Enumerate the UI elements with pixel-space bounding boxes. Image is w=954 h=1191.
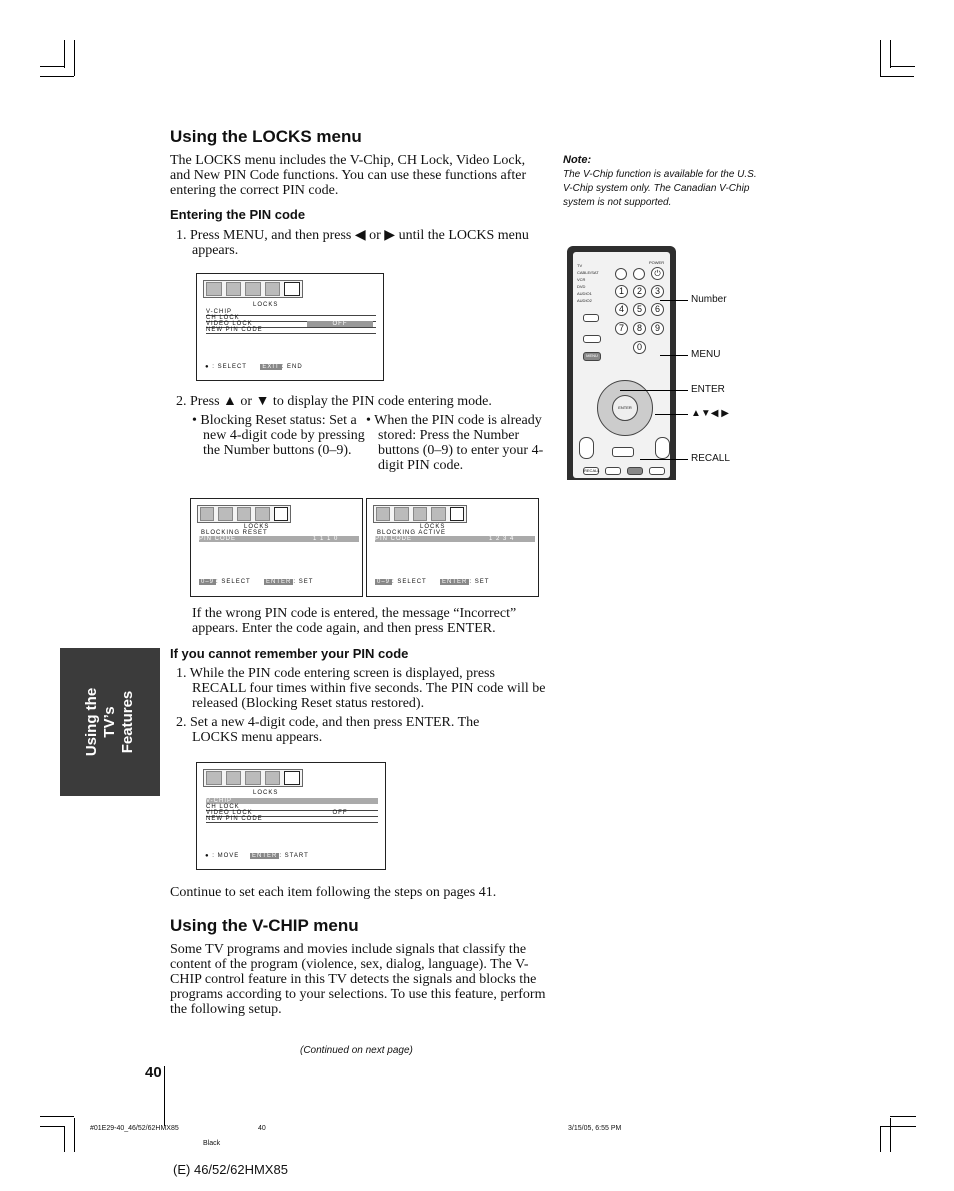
picture-icon (376, 507, 390, 521)
menu-item: CH LOCK (206, 804, 378, 811)
bullet-blocking-reset: • Blocking Reset status: Set a new 4-digit code by pressing the Number buttons (0–9). (192, 413, 365, 458)
setup-icon (245, 282, 261, 296)
locks-menu-screen-after (196, 762, 386, 870)
menu-title: LOCKS (253, 790, 279, 796)
menu-button[interactable]: MENU (583, 352, 601, 361)
pin-label: PIN CODE (375, 536, 413, 542)
continue-text: Continue to set each item following the steps on pages 41. (170, 885, 497, 900)
locks-menu-screen (196, 273, 384, 381)
audio-icon (218, 507, 232, 521)
digit-1-button[interactable]: 1 (615, 285, 628, 298)
crop-mark (890, 1118, 891, 1152)
menu-item-selected: V-CHIP (206, 798, 378, 804)
forgot-step-2: 2. Set a new 4-digit code, and then press ENTER. The LOCKS menu appears. (176, 715, 480, 745)
model-number: 46/52/62HMX85 (193, 1162, 288, 1177)
footer-file: #01E29-40_46/52/62HMX85 (90, 1125, 179, 1132)
mode-label: DVD (577, 284, 586, 289)
digit-2-button[interactable]: 2 (633, 285, 646, 298)
callout-recall: RECALL (691, 453, 730, 464)
menu-value: OFF (307, 321, 373, 327)
menu-icon-bar (203, 280, 303, 298)
applications-icon (265, 282, 281, 296)
heading-vchip: Using the V-CHIP menu (170, 916, 359, 935)
intro-text: The LOCKS menu includes the V-Chip, CH Lock, Video Lock, and New PIN Code functions. You can use these functions after entering the correct PIN code. (170, 153, 527, 198)
enter-button[interactable]: ENTER (612, 395, 638, 421)
pin-row (375, 536, 535, 542)
audio-icon (226, 771, 242, 785)
section-tab-label (36, 672, 184, 772)
step-2: 2. Press ▲ or ▼ to display the PIN code entering mode. (176, 394, 492, 409)
callout-line (620, 390, 688, 391)
crop-mark (74, 1118, 75, 1152)
locks-icon (274, 507, 288, 521)
wrong-pin-text: If the wrong PIN code is entered, the message “Incorrect” appears. Enter the code again, and then press ENTER. (192, 606, 517, 636)
crop-mark (880, 40, 881, 76)
menu-item: V-CHIP (206, 309, 376, 316)
blocking-status: BLOCKING RESET (201, 530, 268, 536)
picture-icon (206, 771, 222, 785)
callout-arrows: ▲▼◀ ▶ (691, 408, 729, 419)
menu-item: NEW PIN CODE (206, 816, 378, 823)
step-1: 1. Press MENU, and then press ◀ or ▶ until the LOCKS menu appears. (176, 228, 529, 258)
subheading-forgot: If you cannot remember your PIN code (170, 646, 409, 661)
remote-control (567, 246, 676, 480)
crop-mark (40, 66, 64, 67)
setup-icon (245, 771, 261, 785)
footer-model (173, 1162, 288, 1177)
digit-9-button[interactable]: 9 (651, 322, 664, 335)
forgot-step-1: 1. While the PIN code entering screen is displayed, press RECALL four times within five seconds. The PIN code will be released (Blocking Reset status restored). (176, 666, 546, 711)
crop-mark (880, 1126, 916, 1127)
applications-icon (255, 507, 269, 521)
crop-mark (890, 1116, 916, 1117)
hint-key: EXIT (262, 364, 280, 370)
digit-7-button[interactable]: 7 (615, 322, 628, 335)
section-tab-line: Using the TV’s (83, 687, 118, 757)
footer-date: 3/15/05, 6:55 PM (568, 1125, 622, 1132)
setup-icon (237, 507, 251, 521)
hint-key: ENTER (266, 579, 292, 585)
light-button[interactable] (615, 268, 627, 280)
applications-icon (431, 507, 445, 521)
locks-icon (450, 507, 464, 521)
hint-action: : SET (469, 579, 490, 585)
hint-select: : SELECT (212, 364, 247, 370)
hint-action: : START (279, 853, 309, 859)
mute-button[interactable] (649, 467, 665, 475)
remote-face (573, 252, 670, 478)
digit-5-button[interactable]: 5 (633, 303, 646, 316)
crop-mark (880, 1126, 881, 1152)
menu-hints: ● : MOVE ENTER : START (205, 853, 309, 859)
menu-icon-bar (197, 505, 291, 523)
menu-item: CH LOCK (206, 315, 376, 322)
channel-rocker[interactable] (579, 437, 594, 459)
menu-hints (375, 579, 489, 585)
model-prefix: (E) (173, 1162, 191, 1177)
hint-action: : END (281, 364, 303, 370)
note-label: Note: (563, 154, 592, 166)
pin-code: 1 2 3 4 (489, 536, 515, 542)
crop-mark (40, 1126, 64, 1127)
callout-line (640, 459, 688, 460)
crop-mark (64, 1126, 65, 1152)
power-button[interactable]: ⏻ (651, 267, 664, 280)
heading-locks: Using the LOCKS menu (170, 127, 362, 146)
pin-row (199, 536, 359, 542)
setup-icon (413, 507, 427, 521)
applications-icon (265, 771, 281, 785)
pin-code: 1 1 1 0 (313, 536, 339, 542)
hint-select: : SELECT (392, 579, 427, 585)
vchip-text: Some TV programs and movies include signals that classify the content of the program (violence, sex, dialog, language). The V-CHIP control feature in this TV detects the signals and blocks the programs according to your selections. To use this feature, perform the following setup. (170, 942, 546, 1017)
menu-icon-bar (203, 769, 303, 787)
recall-button[interactable]: RECALL (584, 468, 600, 473)
locks-icon (284, 771, 300, 785)
subheading-pin: Entering the PIN code (170, 207, 306, 222)
crop-mark (40, 1116, 74, 1117)
hint-select: : SELECT (216, 579, 251, 585)
menu-item: VIDEO LOCK (206, 321, 376, 328)
page-number: 40 (145, 1064, 162, 1081)
footer-color: Black (203, 1140, 221, 1147)
menu-title: LOCKS (420, 524, 446, 530)
callout-enter: ENTER (691, 384, 725, 395)
tv-video-button[interactable] (583, 335, 601, 343)
hint-num-key: 0–9 (377, 579, 391, 585)
footer-page: 40 (258, 1125, 266, 1132)
pin-label: PIN CODE (199, 536, 237, 542)
pin-active-screen (366, 498, 539, 597)
hint-action: : SET (293, 579, 314, 585)
hint-key: ENTER (442, 579, 468, 585)
crop-mark (40, 76, 74, 77)
menu-icon-bar (373, 505, 467, 523)
menu-item: NEW PIN CODE (206, 327, 376, 334)
mode-label: CABLE/SAT (577, 270, 599, 275)
page-number-rule (164, 1066, 165, 1126)
crop-mark (891, 66, 915, 67)
mode-label: TV (577, 263, 583, 268)
crop-mark (880, 76, 914, 77)
callout-menu: MENU (691, 349, 721, 360)
digit-3-button[interactable]: 3 (651, 285, 664, 298)
mode-labels (577, 262, 599, 304)
section-tab-line: Features (119, 690, 136, 754)
callout-line (660, 355, 688, 356)
pip-button[interactable] (605, 467, 621, 475)
audio-icon (226, 282, 242, 296)
pin-reset-screen (190, 498, 363, 597)
slow-button[interactable] (627, 467, 643, 475)
blocking-status: BLOCKING ACTIVE (377, 530, 447, 536)
digit-0-button[interactable]: 0 (633, 341, 646, 354)
menu-hints (199, 579, 313, 585)
menu-title: LOCKS (253, 302, 279, 308)
callout-line (655, 414, 688, 415)
digit-8-button[interactable]: 8 (633, 322, 646, 335)
digit-4-button[interactable]: 4 (615, 303, 628, 316)
power-label: POWER (649, 260, 665, 265)
menu-item: VIDEO LOCK (206, 810, 378, 817)
volume-rocker[interactable] (655, 437, 670, 459)
audio-icon (394, 507, 408, 521)
callout-line (660, 300, 688, 301)
hint-select: : MOVE (212, 853, 240, 859)
crop-mark (64, 40, 65, 68)
continued-note: (Continued on next page) (300, 1045, 413, 1056)
exit-button[interactable] (612, 447, 634, 457)
picture-icon (200, 507, 214, 521)
menu-hints: ● : SELECT EXIT : END (205, 364, 303, 370)
locks-icon (284, 282, 300, 296)
mode-button[interactable] (583, 314, 599, 322)
hint-key: ENTER (251, 853, 278, 859)
sleep-button[interactable] (633, 268, 645, 280)
mode-label: AUDIO2 (577, 298, 592, 303)
callout-number: Number (691, 294, 727, 305)
menu-value: OFF (332, 810, 348, 816)
note-text: The V-Chip function is available for the U.S. V-Chip system only. The Canadian V-Chip system is not supported. (563, 169, 757, 208)
mode-label: VCR (577, 277, 586, 282)
crop-mark (74, 40, 75, 76)
crop-mark (890, 40, 891, 68)
digit-6-button[interactable]: 6 (651, 303, 664, 316)
menu-title: LOCKS (244, 524, 270, 530)
mode-label: AUDIO1 (577, 291, 592, 296)
picture-icon (206, 282, 222, 296)
hint-num-key: 0–9 (201, 579, 215, 585)
bullet-pin-stored: • When the PIN code is already stored: Press the Number buttons (0–9) to enter your 4-digit PIN code. (366, 413, 544, 473)
